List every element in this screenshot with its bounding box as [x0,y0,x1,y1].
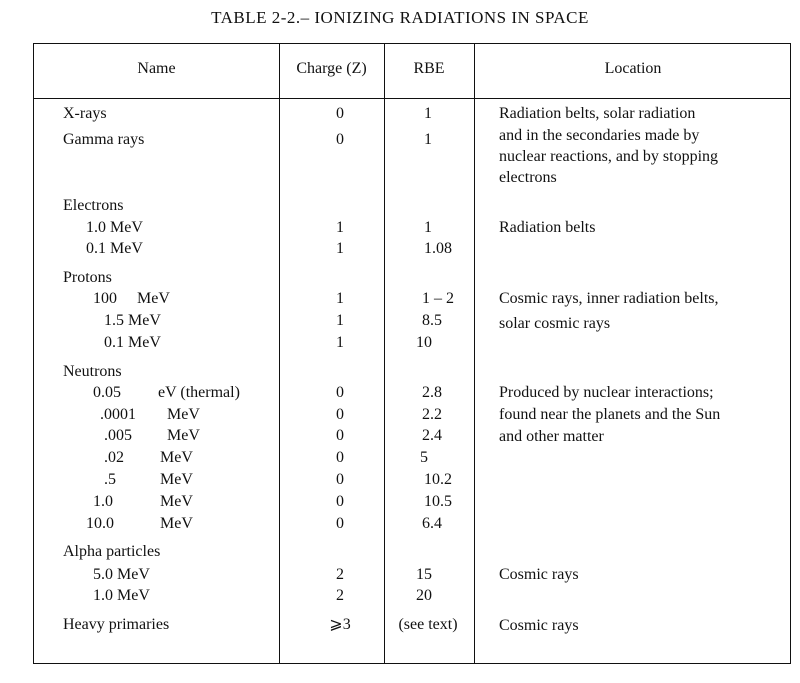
table-cell: Radiation belts, solar radiation [499,105,696,122]
table-cell: 0 [336,515,344,532]
table-cell: 0 [336,406,344,423]
table-cell: 100 [93,290,117,307]
table-cell: 0 [336,427,344,444]
table-cell: found near the planets and the Sun [499,406,721,423]
table-cell: ⩾3 [329,616,351,633]
table-cell: MeV [160,471,193,488]
table-cell: 5.0 MeV [93,566,150,583]
table-cell: MeV [160,449,193,466]
table-cell: Radiation belts [499,219,596,236]
header-location: Location [604,60,662,77]
table-cell: 10 [416,334,432,351]
table-cell: Cosmic rays [499,566,579,583]
table-cell: .005 [104,427,132,444]
table-cell: Protons [63,269,112,286]
table-cell: 1 [336,219,344,236]
table-cell: 0.1 MeV [86,240,143,257]
table-cell: 1.0 MeV [86,219,143,236]
table-cell: 0 [336,493,344,510]
table-cell: 1.08 [424,240,452,257]
table-cell: 1 [336,240,344,257]
table-cell: 1 – 2 [422,290,454,307]
table-cell: 0 [336,131,344,148]
table-cell: 1 [424,219,432,236]
table-cell: MeV [137,290,170,307]
table-cell: 6.4 [422,515,442,532]
header-name: Name [137,60,176,77]
table-cell: eV (thermal) [158,384,240,401]
table-cell: 10.5 [424,493,452,510]
table-cell: 2 [336,566,344,583]
table-cell: electrons [499,169,557,186]
table-cell: Electrons [63,197,124,214]
table-cell: 2 [336,587,344,604]
table-cell: .5 [104,471,116,488]
table-cell: Produced by nuclear interactions; [499,384,714,401]
table-cell: Heavy primaries [63,616,170,633]
table-cell: (see text) [398,616,458,633]
table-cell: and other matter [499,428,604,445]
table-cell: 0 [336,471,344,488]
table-cell: 0 [336,105,344,122]
table-cell: 10.2 [424,471,452,488]
column-divider [279,44,280,663]
table-cell: MeV [167,427,200,444]
table-cell: 10.0 [86,515,114,532]
table-cell: 5 [420,449,428,466]
table-cell: 1 [336,290,344,307]
table-title: TABLE 2-2.– IONIZING RADIATIONS IN SPACE [211,8,589,27]
table-cell: X-rays [63,105,107,122]
table-cell: 8.5 [422,312,442,329]
table-cell: Alpha particles [63,543,161,560]
table-cell: 0 [336,384,344,401]
table-cell: solar cosmic rays [499,315,611,332]
table-cell: 20 [416,587,432,604]
table-cell: 1 [424,105,432,122]
table-cell: 0.05 [93,384,121,401]
table-cell: MeV [167,406,200,423]
table-cell: 0.1 MeV [104,334,161,351]
table-cell: Neutrons [63,363,122,380]
table-cell: Cosmic rays [499,617,579,634]
header-rule [34,98,790,99]
table-cell: Gamma rays [63,131,145,148]
table-cell: and in the secondaries made by [499,127,700,144]
table-cell: .02 [104,449,124,466]
table-cell: MeV [160,493,193,510]
table-cell: 2.2 [422,406,442,423]
table-cell: 1 [336,334,344,351]
table-cell: 1.5 MeV [104,312,161,329]
table-cell: 0 [336,449,344,466]
table-cell: nuclear reactions, and by stopping [499,148,719,165]
table-cell: 1 [336,312,344,329]
table-cell: MeV [160,515,193,532]
table-cell: 2.4 [422,427,442,444]
table-cell: Cosmic rays, inner radiation belts, [499,290,719,307]
table-cell: .0001 [100,406,136,423]
table-cell: 2.8 [422,384,442,401]
table-cell: 1.0 MeV [93,587,150,604]
header-rbe: RBE [413,60,445,77]
table-cell: 1 [424,131,432,148]
table-cell: 15 [416,566,432,583]
table-cell: 1.0 [93,493,113,510]
header-charge: Charge (Z) [296,60,367,77]
